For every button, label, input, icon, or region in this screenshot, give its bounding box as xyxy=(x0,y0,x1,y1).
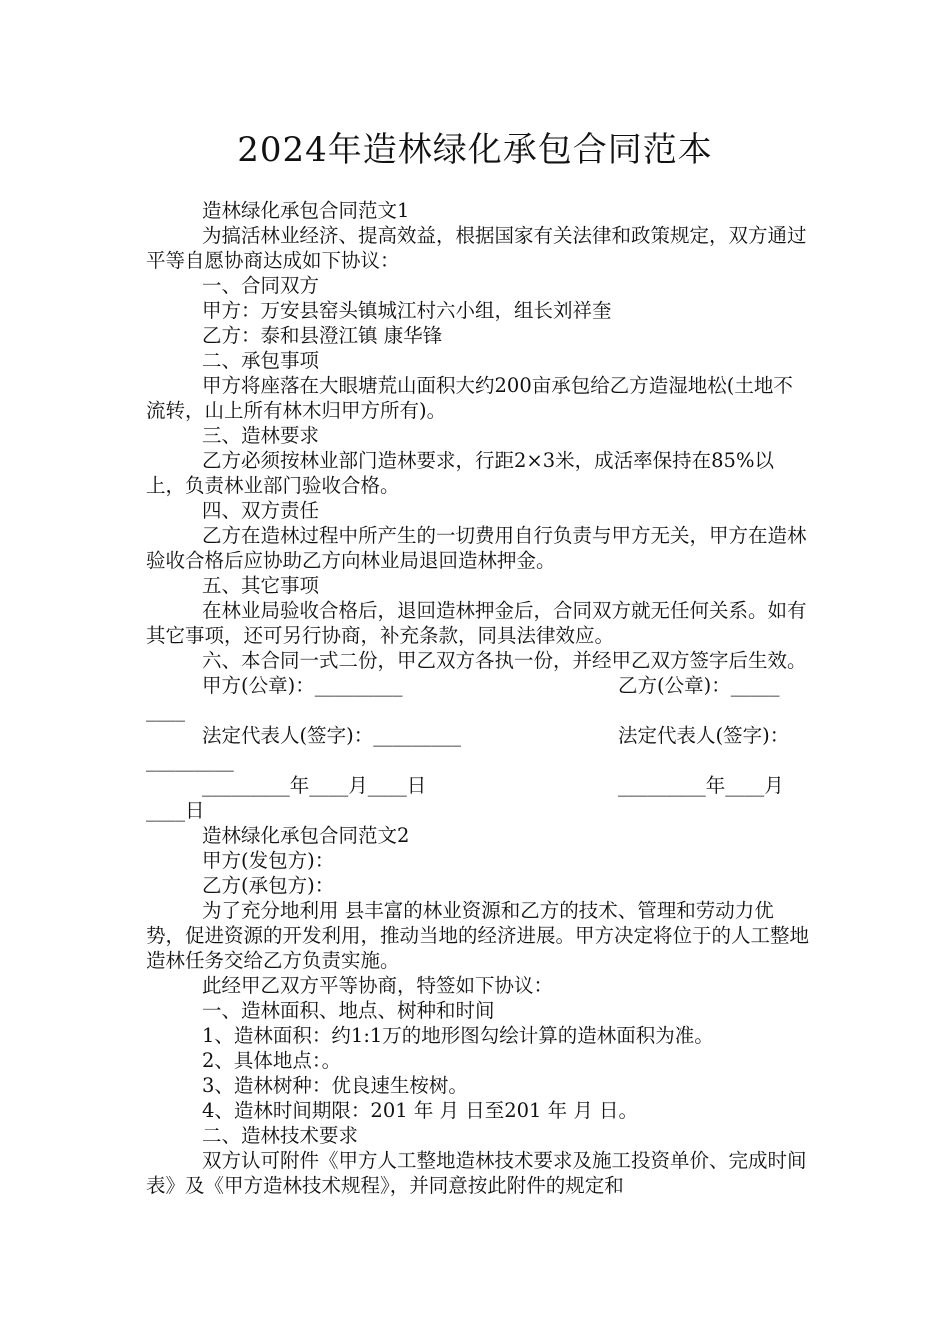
sample2-party-a: 甲方(发包方)： xyxy=(202,849,335,872)
date-party-a: _________年____月____日 xyxy=(202,774,427,797)
date-row xyxy=(146,773,810,798)
sample2-item-location: 2、具体地点：。 xyxy=(202,1049,342,1072)
representative-party-a: 法定代表人(签字)：_________ xyxy=(202,724,461,747)
section-contract-matters-text: 甲方将座落在大眼塘荒山面积大约200亩承包给乙方造湿地松(土地不流转，山上所有林木归甲方所有)。 xyxy=(146,374,793,422)
sample2-heading: 造林绿化承包合同范文2 xyxy=(202,824,410,847)
sample2-item-area: 1、造林面积：约1:1万的地形图勾绘计算的造林面积为准。 xyxy=(202,1024,714,1047)
date-party-b-continued: ____日 xyxy=(146,799,205,822)
representative-party-b-continued: _________ xyxy=(146,749,234,772)
seal-row xyxy=(146,673,810,698)
sample2-agreement: 此经甲乙双方平等协商，特签如下协议： xyxy=(202,974,554,997)
party-b-line: 乙方：泰和县澄江镇 康华锋 xyxy=(202,324,443,347)
section-other-text: 在林业局验收合格后，退回造林押金后，合同双方就无任何关系。如有其它事项，还可另行协商，补充条款，同具法律效应。 xyxy=(146,599,807,647)
sample2-intro: 为了充分地利用 县丰富的林业资源和乙方的技术、管理和劳动力优势，促进资源的开发利用，推动当地的经济进展。甲方决定将位于的人工整地造林任务交给乙方负责实施。 xyxy=(146,899,810,972)
section-other-title: 五、其它事项 xyxy=(202,574,320,597)
sample2-item-species: 3、造林树种：优良速生桉树。 xyxy=(202,1074,468,1097)
sample1-intro: 为搞活林业经济、提高效益，根据国家有关法律和政策规定，双方通过平等自愿协商达成如下协议： xyxy=(146,224,807,272)
representative-party-b: 法定代表人(签字)： xyxy=(618,724,790,747)
representative-row xyxy=(146,723,810,748)
sample2-item-period: 4、造林时间期限：201 年 月 日至201 年 月 日。 xyxy=(202,1099,639,1122)
seal-party-b-continued: ____ xyxy=(146,699,185,722)
party-a-line: 甲方：万安县窑头镇城江村六小组，组长刘祥奎 xyxy=(202,299,612,322)
page-title: 2024年造林绿化承包合同范本 xyxy=(237,130,713,170)
date-party-b: _________年____月 xyxy=(618,774,784,797)
section-requirements-text: 乙方必须按林业部门造林要求，行距2×3米，成活率保持在85%以上，负责林业部门验收合格。 xyxy=(146,449,774,497)
sample2-section-area-title: 一、造林面积、地点、树种和时间 xyxy=(202,999,495,1022)
section-responsibilities-text: 乙方在造林过程中所产生的一切费用自行负责与甲方无关，甲方在造林验收合格后应协助乙方向林业局退回造林押金。 xyxy=(146,524,807,572)
sample1-heading: 造林绿化承包合同范文1 xyxy=(202,199,410,222)
seal-party-a: 甲方(公章)：_________ xyxy=(202,674,403,697)
section-responsibilities-title: 四、双方责任 xyxy=(202,499,320,522)
document-body xyxy=(146,198,810,1198)
sample2-party-b: 乙方(承包方)： xyxy=(202,874,335,897)
section-requirements-title: 三、造林要求 xyxy=(202,424,320,447)
sample2-section-tech-title: 二、造林技术要求 xyxy=(202,1124,359,1147)
section-parties-title: 一、合同双方 xyxy=(202,274,320,297)
section-copies-text: 六、本合同一式二份，甲乙双方各执一份，并经甲乙双方签字后生效。 xyxy=(202,649,807,672)
seal-party-b: 乙方(公章)：_____ xyxy=(618,674,780,697)
section-contract-matters-title: 二、承包事项 xyxy=(202,349,320,372)
sample2-section-tech-text: 双方认可附件《甲方人工整地造林技术要求及施工投资单价、完成时间表》及《甲方造林技术规程》，并同意按此附件的规定和 xyxy=(146,1149,807,1197)
